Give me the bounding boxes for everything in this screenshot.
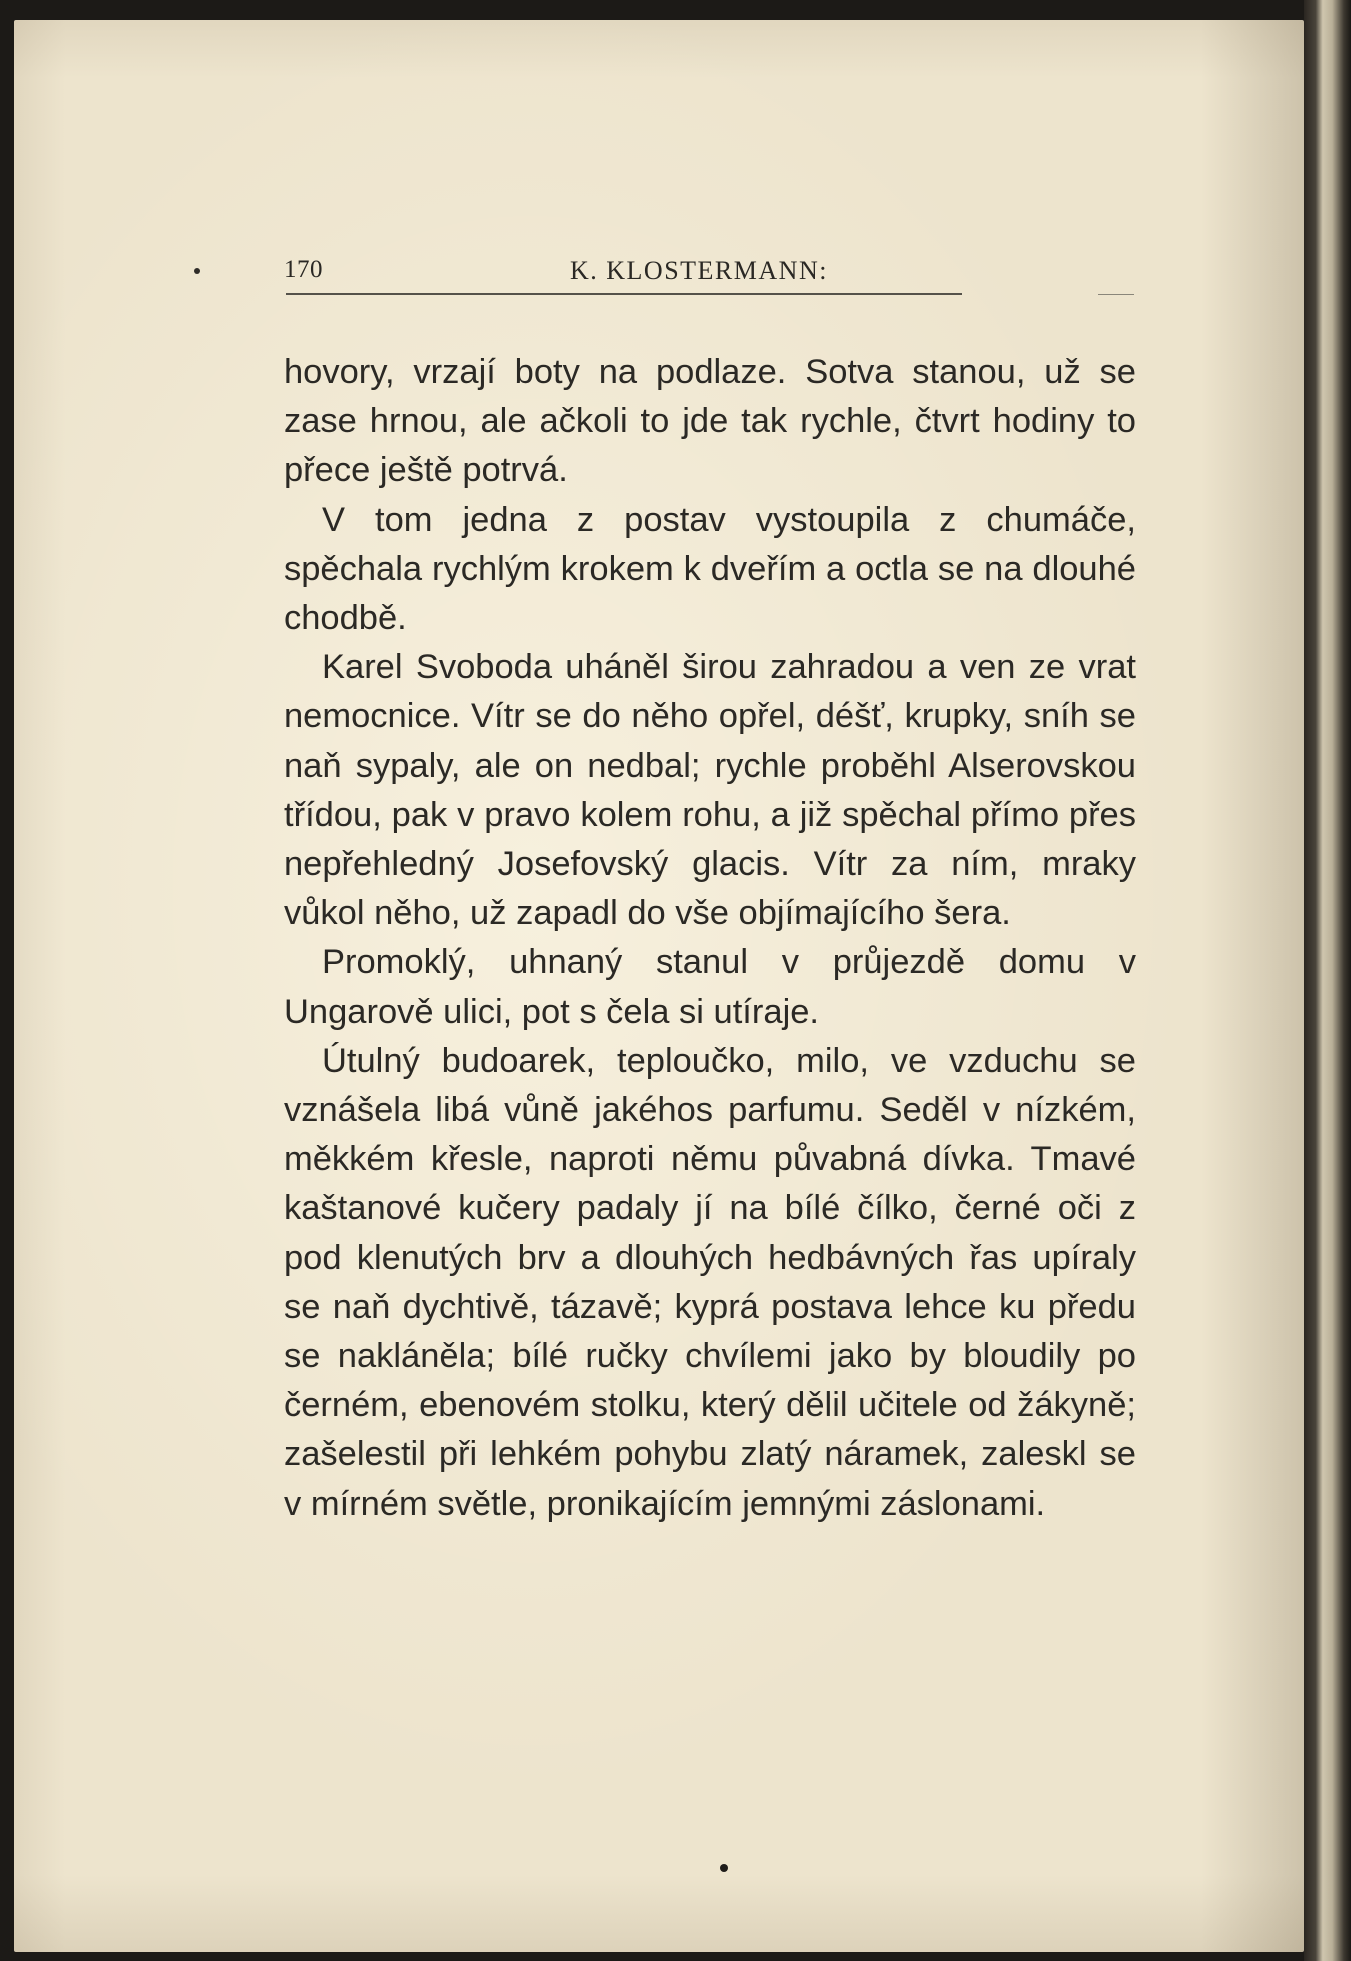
header-rule-tail xyxy=(1098,294,1134,295)
bottom-speck xyxy=(720,1864,728,1872)
running-title: K. KLOSTERMANN: xyxy=(570,256,828,285)
page-number: 170 xyxy=(284,256,323,283)
header-rule xyxy=(286,293,962,295)
paragraph: Útulný budoarek, teploučko, milo, ve vzduchu se vznášela libá vůně jakéhos parfumu. Seděl v nízkém, měkkém křesle, naproti němu půvabná dívka. Tmavé kaštanové kučery padaly jí na bílé čílko, černé oči z pod klenutých brv a dlouhých hedbávných řas upíraly se naň dychtivě, tázavě; kyprá postava lehce ku předu se nakláněla; bílé ručky chvílemi jako by bloudily po černém, ebenovém stolku, který dělil učitele od žákyně; zašelestil při lehkém pohybu zlatý náramek, zaleskl se v mírném světle, pronikajícím jemnými záslonami. xyxy=(284,1041,1136,1523)
body-text xyxy=(284,348,1136,1529)
paragraph-continuation: hovory, vrzají boty na podlaze. Sotva stanou, už se zase hrnou, ale ačkoli to jde tak rychle, čtvrt hodiny to přece ještě potrvá. xyxy=(284,353,1136,490)
page-header xyxy=(284,256,964,292)
paragraph: V tom jedna z postav vystoupila z chumáče, spěchala rychlým krokem k dveřím a octla se na dlouhé chodbě. xyxy=(284,500,1136,638)
paragraph: Promoklý, uhnaný stanul v průjezdě domu v Ungarově ulici, pot s čela si utíraje. xyxy=(284,943,1136,1031)
margin-speck xyxy=(194,268,200,274)
book-spine-edge xyxy=(1304,0,1351,1961)
paragraph: Karel Svoboda uháněl širou zahradou a ven ze vrat nemocnice. Vítr se do něho opřel, déšť, krupky, sníh se naň sypaly, ale on nedbal; rychle proběhl Alserovskou třídou, pak v pravo kolem rohu, a již spěchal přímo přes nepřehledný Josefovský glacis. Vítr za ním, mraky vůkol něho, už zapadl do vše objímajícího šera. xyxy=(284,648,1136,933)
